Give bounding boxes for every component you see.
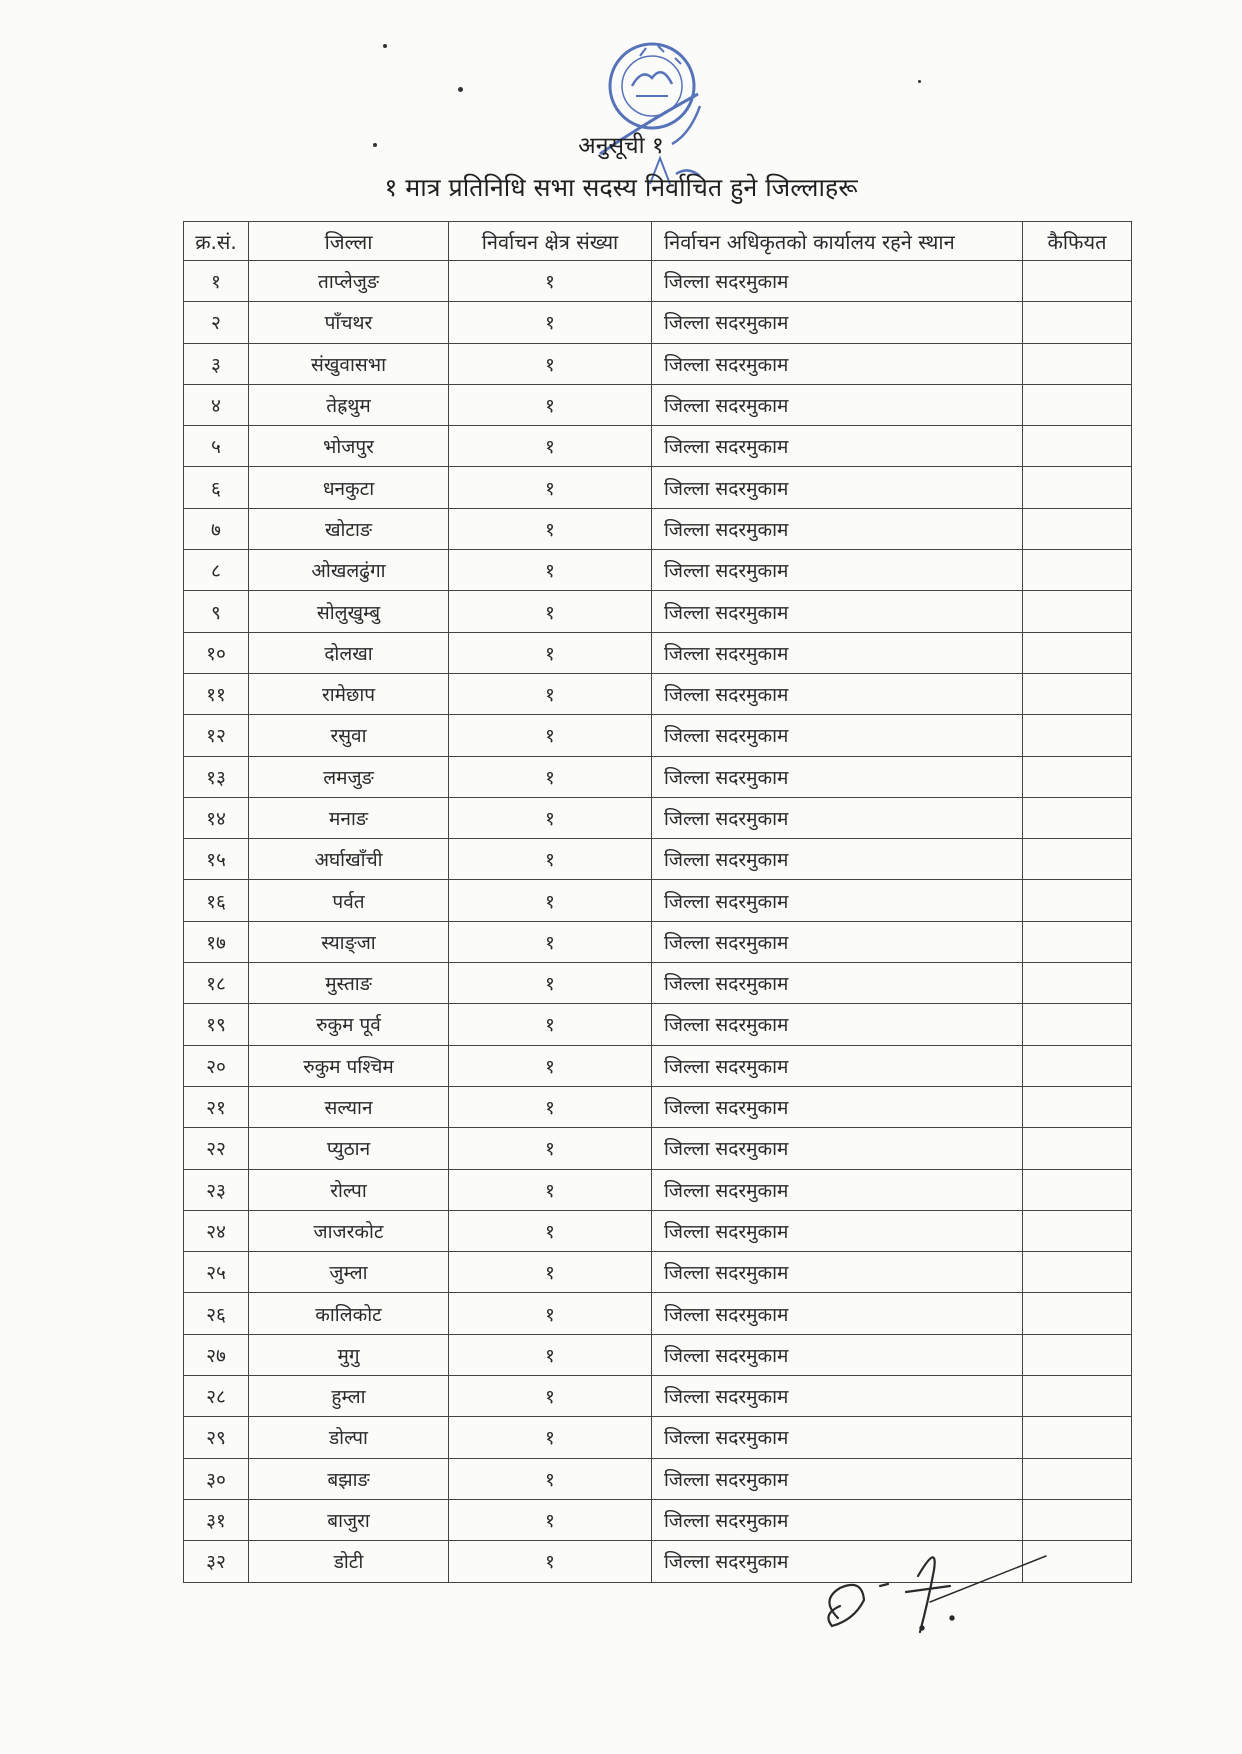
cell-remarks <box>1023 302 1132 343</box>
cell-constituency-count: १ <box>449 1334 652 1375</box>
cell-office-location: जिल्ला सदरमुकाम <box>652 343 1023 384</box>
cell-serial-number: ७ <box>184 508 249 549</box>
table-row <box>184 1376 1132 1417</box>
cell-constituency-count: १ <box>449 1376 652 1417</box>
cell-serial-number: ३२ <box>184 1541 249 1582</box>
cell-serial-number: २६ <box>184 1293 249 1334</box>
cell-office-location: जिल्ला सदरमुकाम <box>652 1210 1023 1251</box>
cell-office-location: जिल्ला सदरमुकाम <box>652 632 1023 673</box>
cell-constituency-count: १ <box>449 1169 652 1210</box>
table-row <box>184 1086 1132 1127</box>
cell-office-location: जिल्ला सदरमुकाम <box>652 756 1023 797</box>
cell-constituency-count: १ <box>449 302 652 343</box>
cell-remarks <box>1023 384 1132 425</box>
table-row <box>184 1169 1132 1210</box>
cell-remarks <box>1023 1458 1132 1499</box>
table-row <box>184 880 1132 921</box>
cell-constituency-count: १ <box>449 550 652 591</box>
cell-serial-number: १९ <box>184 1004 249 1045</box>
cell-serial-number: २३ <box>184 1169 249 1210</box>
cell-serial-number: २४ <box>184 1210 249 1251</box>
cell-district: हुम्ला <box>249 1376 449 1417</box>
scan-speck <box>383 44 387 48</box>
cell-district: डोल्पा <box>249 1417 449 1458</box>
cell-district: कालिकोट <box>249 1293 449 1334</box>
table-row <box>184 632 1132 673</box>
cell-district: प्युठान <box>249 1128 449 1169</box>
table-row <box>184 839 1132 880</box>
cell-remarks <box>1023 1210 1132 1251</box>
cell-remarks <box>1023 1417 1132 1458</box>
cell-district: बझाङ <box>249 1458 449 1499</box>
header-district: जिल्ला <box>249 222 449 261</box>
cell-district: स्याङ्जा <box>249 921 449 962</box>
cell-office-location: जिल्ला सदरमुकाम <box>652 715 1023 756</box>
cell-office-location: जिल्ला सदरमुकाम <box>652 1086 1023 1127</box>
cell-serial-number: २५ <box>184 1252 249 1293</box>
cell-serial-number: २० <box>184 1045 249 1086</box>
cell-serial-number: १४ <box>184 797 249 838</box>
cell-remarks <box>1023 756 1132 797</box>
cell-serial-number: १२ <box>184 715 249 756</box>
cell-remarks <box>1023 1293 1132 1334</box>
table-row <box>184 343 1132 384</box>
cell-constituency-count: १ <box>449 1252 652 1293</box>
header-serial-number: क्र.सं. <box>184 222 249 261</box>
table-row <box>184 426 1132 467</box>
cell-office-location: जिल्ला सदरमुकाम <box>652 1252 1023 1293</box>
table-row <box>184 1458 1132 1499</box>
cell-remarks <box>1023 1004 1132 1045</box>
cell-constituency-count: १ <box>449 1128 652 1169</box>
cell-district: भोजपुर <box>249 426 449 467</box>
cell-district: लमजुङ <box>249 756 449 797</box>
cell-serial-number: २७ <box>184 1334 249 1375</box>
table-row <box>184 1417 1132 1458</box>
cell-remarks <box>1023 1499 1132 1540</box>
cell-constituency-count: १ <box>449 343 652 384</box>
cell-district: डोटी <box>249 1541 449 1582</box>
cell-district: रामेछाप <box>249 673 449 714</box>
cell-office-location: जिल्ला सदरमुकाम <box>652 963 1023 1004</box>
table-row <box>184 1210 1132 1251</box>
table-row <box>184 550 1132 591</box>
document-heading <box>0 128 1242 204</box>
cell-serial-number: १० <box>184 632 249 673</box>
cell-remarks <box>1023 880 1132 921</box>
table-row <box>184 963 1132 1004</box>
cell-office-location: जिल्ला सदरमुकाम <box>652 1045 1023 1086</box>
cell-remarks <box>1023 673 1132 714</box>
cell-constituency-count: १ <box>449 1541 652 1582</box>
cell-remarks <box>1023 591 1132 632</box>
cell-remarks <box>1023 426 1132 467</box>
cell-remarks <box>1023 343 1132 384</box>
cell-serial-number: ६ <box>184 467 249 508</box>
cell-office-location: जिल्ला सदरमुकाम <box>652 1417 1023 1458</box>
cell-district: संखुवासभा <box>249 343 449 384</box>
cell-constituency-count: १ <box>449 1086 652 1127</box>
cell-district: ओखलढुंगा <box>249 550 449 591</box>
cell-district: रुकुम पश्चिम <box>249 1045 449 1086</box>
cell-remarks <box>1023 1045 1132 1086</box>
cell-district: पाँचथर <box>249 302 449 343</box>
cell-district: सल्यान <box>249 1086 449 1127</box>
cell-district: अर्घाखाँची <box>249 839 449 880</box>
cell-constituency-count: १ <box>449 384 652 425</box>
cell-constituency-count: १ <box>449 1458 652 1499</box>
page-title: १ मात्र प्रतिनिधि सभा सदस्य निर्वाचित हुने जिल्लाहरू <box>384 173 858 202</box>
table-body <box>184 261 1132 1583</box>
cell-remarks <box>1023 839 1132 880</box>
table-row <box>184 591 1132 632</box>
cell-serial-number: ८ <box>184 550 249 591</box>
table-row <box>184 302 1132 343</box>
cell-district: जाजरकोट <box>249 1210 449 1251</box>
cell-office-location: जिल्ला सदरमुकाम <box>652 1293 1023 1334</box>
cell-serial-number: २ <box>184 302 249 343</box>
cell-office-location: जिल्ला सदरमुकाम <box>652 591 1023 632</box>
cell-remarks <box>1023 797 1132 838</box>
cell-district: जुम्ला <box>249 1252 449 1293</box>
cell-office-location: जिल्ला सदरमुकाम <box>652 1169 1023 1210</box>
cell-office-location: जिल्ला सदरमुकाम <box>652 921 1023 962</box>
cell-constituency-count: १ <box>449 673 652 714</box>
cell-constituency-count: १ <box>449 1045 652 1086</box>
cell-remarks <box>1023 1086 1132 1127</box>
cell-serial-number: ११ <box>184 673 249 714</box>
cell-constituency-count: १ <box>449 1499 652 1540</box>
cell-office-location: जिल्ला सदरमुकाम <box>652 467 1023 508</box>
table-row <box>184 1004 1132 1045</box>
table-row <box>184 1128 1132 1169</box>
table-row <box>184 1334 1132 1375</box>
cell-office-location: जिल्ला सदरमुकाम <box>652 1004 1023 1045</box>
cell-serial-number: २९ <box>184 1417 249 1458</box>
cell-serial-number: ९ <box>184 591 249 632</box>
cell-remarks <box>1023 715 1132 756</box>
cell-remarks <box>1023 550 1132 591</box>
table-row <box>184 384 1132 425</box>
table-row <box>184 921 1132 962</box>
annex-label: अनुसूची १ <box>578 133 664 159</box>
table-row <box>184 1045 1132 1086</box>
cell-constituency-count: १ <box>449 756 652 797</box>
cell-district: रोल्पा <box>249 1169 449 1210</box>
cell-constituency-count: १ <box>449 591 652 632</box>
scan-speck <box>458 87 463 92</box>
cell-district: रुकुम पूर्व <box>249 1004 449 1045</box>
table-row <box>184 261 1132 302</box>
cell-serial-number: १५ <box>184 839 249 880</box>
cell-district: सोलुखुम्बु <box>249 591 449 632</box>
table-row <box>184 467 1132 508</box>
cell-remarks <box>1023 1252 1132 1293</box>
cell-office-location: जिल्ला सदरमुकाम <box>652 880 1023 921</box>
cell-constituency-count: १ <box>449 1293 652 1334</box>
cell-district: तेह्रथुम <box>249 384 449 425</box>
cell-office-location: जिल्ला सदरमुकाम <box>652 839 1023 880</box>
cell-office-location: जिल्ला सदरमुकाम <box>652 1128 1023 1169</box>
cell-office-location: जिल्ला सदरमुकाम <box>652 302 1023 343</box>
table-row <box>184 508 1132 549</box>
cell-office-location: जिल्ला सदरमुकाम <box>652 261 1023 302</box>
cell-serial-number: १ <box>184 261 249 302</box>
cell-constituency-count: १ <box>449 921 652 962</box>
header-constituency-count: निर्वाचन क्षेत्र संख्या <box>449 222 652 261</box>
cell-remarks <box>1023 1376 1132 1417</box>
districts-table <box>183 221 1132 1583</box>
cell-remarks <box>1023 632 1132 673</box>
cell-serial-number: २१ <box>184 1086 249 1127</box>
cell-office-location: जिल्ला सदरमुकाम <box>652 1376 1023 1417</box>
table-row <box>184 756 1132 797</box>
cell-constituency-count: १ <box>449 715 652 756</box>
table-row <box>184 797 1132 838</box>
cell-district: मनाङ <box>249 797 449 838</box>
cell-serial-number: १३ <box>184 756 249 797</box>
cell-constituency-count: १ <box>449 1210 652 1251</box>
cell-district: मुस्ताङ <box>249 963 449 1004</box>
cell-serial-number: ४ <box>184 384 249 425</box>
cell-office-location: जिल्ला सदरमुकाम <box>652 384 1023 425</box>
cell-constituency-count: १ <box>449 1417 652 1458</box>
cell-office-location: जिल्ला सदरमुकाम <box>652 426 1023 467</box>
cell-office-location: जिल्ला सदरमुकाम <box>652 550 1023 591</box>
cell-office-location: जिल्ला सदरमुकाम <box>652 797 1023 838</box>
cell-office-location: जिल्ला सदरमुकाम <box>652 673 1023 714</box>
cell-remarks <box>1023 963 1132 1004</box>
cell-constituency-count: १ <box>449 839 652 880</box>
cell-office-location: जिल्ला सदरमुकाम <box>652 1499 1023 1540</box>
cell-office-location: जिल्ला सदरमुकाम <box>652 1458 1023 1499</box>
cell-office-location: जिल्ला सदरमुकाम <box>652 508 1023 549</box>
cell-constituency-count: १ <box>449 632 652 673</box>
cell-remarks <box>1023 261 1132 302</box>
cell-district: बाजुरा <box>249 1499 449 1540</box>
cell-district: मुगु <box>249 1334 449 1375</box>
scan-speck <box>918 80 921 83</box>
cell-remarks <box>1023 1334 1132 1375</box>
table-row <box>184 1252 1132 1293</box>
cell-constituency-count: १ <box>449 261 652 302</box>
cell-remarks <box>1023 921 1132 962</box>
cell-serial-number: १७ <box>184 921 249 962</box>
scan-speck <box>373 143 377 147</box>
cell-office-location: जिल्ला सदरमुकाम <box>652 1334 1023 1375</box>
table-row <box>184 673 1132 714</box>
cell-constituency-count: १ <box>449 797 652 838</box>
cell-serial-number: ३० <box>184 1458 249 1499</box>
cell-remarks <box>1023 508 1132 549</box>
cell-constituency-count: १ <box>449 1004 652 1045</box>
table-header-row <box>184 222 1132 261</box>
header-office-location: निर्वाचन अधिकृतको कार्यालय रहने स्थान <box>652 222 1023 261</box>
cell-remarks <box>1023 467 1132 508</box>
cell-serial-number: २२ <box>184 1128 249 1169</box>
cell-district: दोलखा <box>249 632 449 673</box>
cell-serial-number: ५ <box>184 426 249 467</box>
cell-serial-number: १८ <box>184 963 249 1004</box>
table-row <box>184 715 1132 756</box>
cell-serial-number: २८ <box>184 1376 249 1417</box>
table-row <box>184 1293 1132 1334</box>
header-remarks: कैफियत <box>1023 222 1132 261</box>
cell-constituency-count: १ <box>449 963 652 1004</box>
cell-remarks <box>1023 1128 1132 1169</box>
cell-district: खोटाङ <box>249 508 449 549</box>
cell-district: ताप्लेजुङ <box>249 261 449 302</box>
cell-district: रसुवा <box>249 715 449 756</box>
cell-serial-number: ३१ <box>184 1499 249 1540</box>
cell-office-location: जिल्ला सदरमुकाम <box>652 1541 1023 1582</box>
handwritten-signature-icon <box>810 1540 1050 1650</box>
cell-constituency-count: १ <box>449 508 652 549</box>
table-row <box>184 1499 1132 1540</box>
cell-constituency-count: १ <box>449 880 652 921</box>
cell-constituency-count: १ <box>449 467 652 508</box>
cell-serial-number: १६ <box>184 880 249 921</box>
cell-district: धनकुटा <box>249 467 449 508</box>
cell-constituency-count: १ <box>449 426 652 467</box>
cell-district: पर्वत <box>249 880 449 921</box>
cell-serial-number: ३ <box>184 343 249 384</box>
cell-remarks <box>1023 1169 1132 1210</box>
